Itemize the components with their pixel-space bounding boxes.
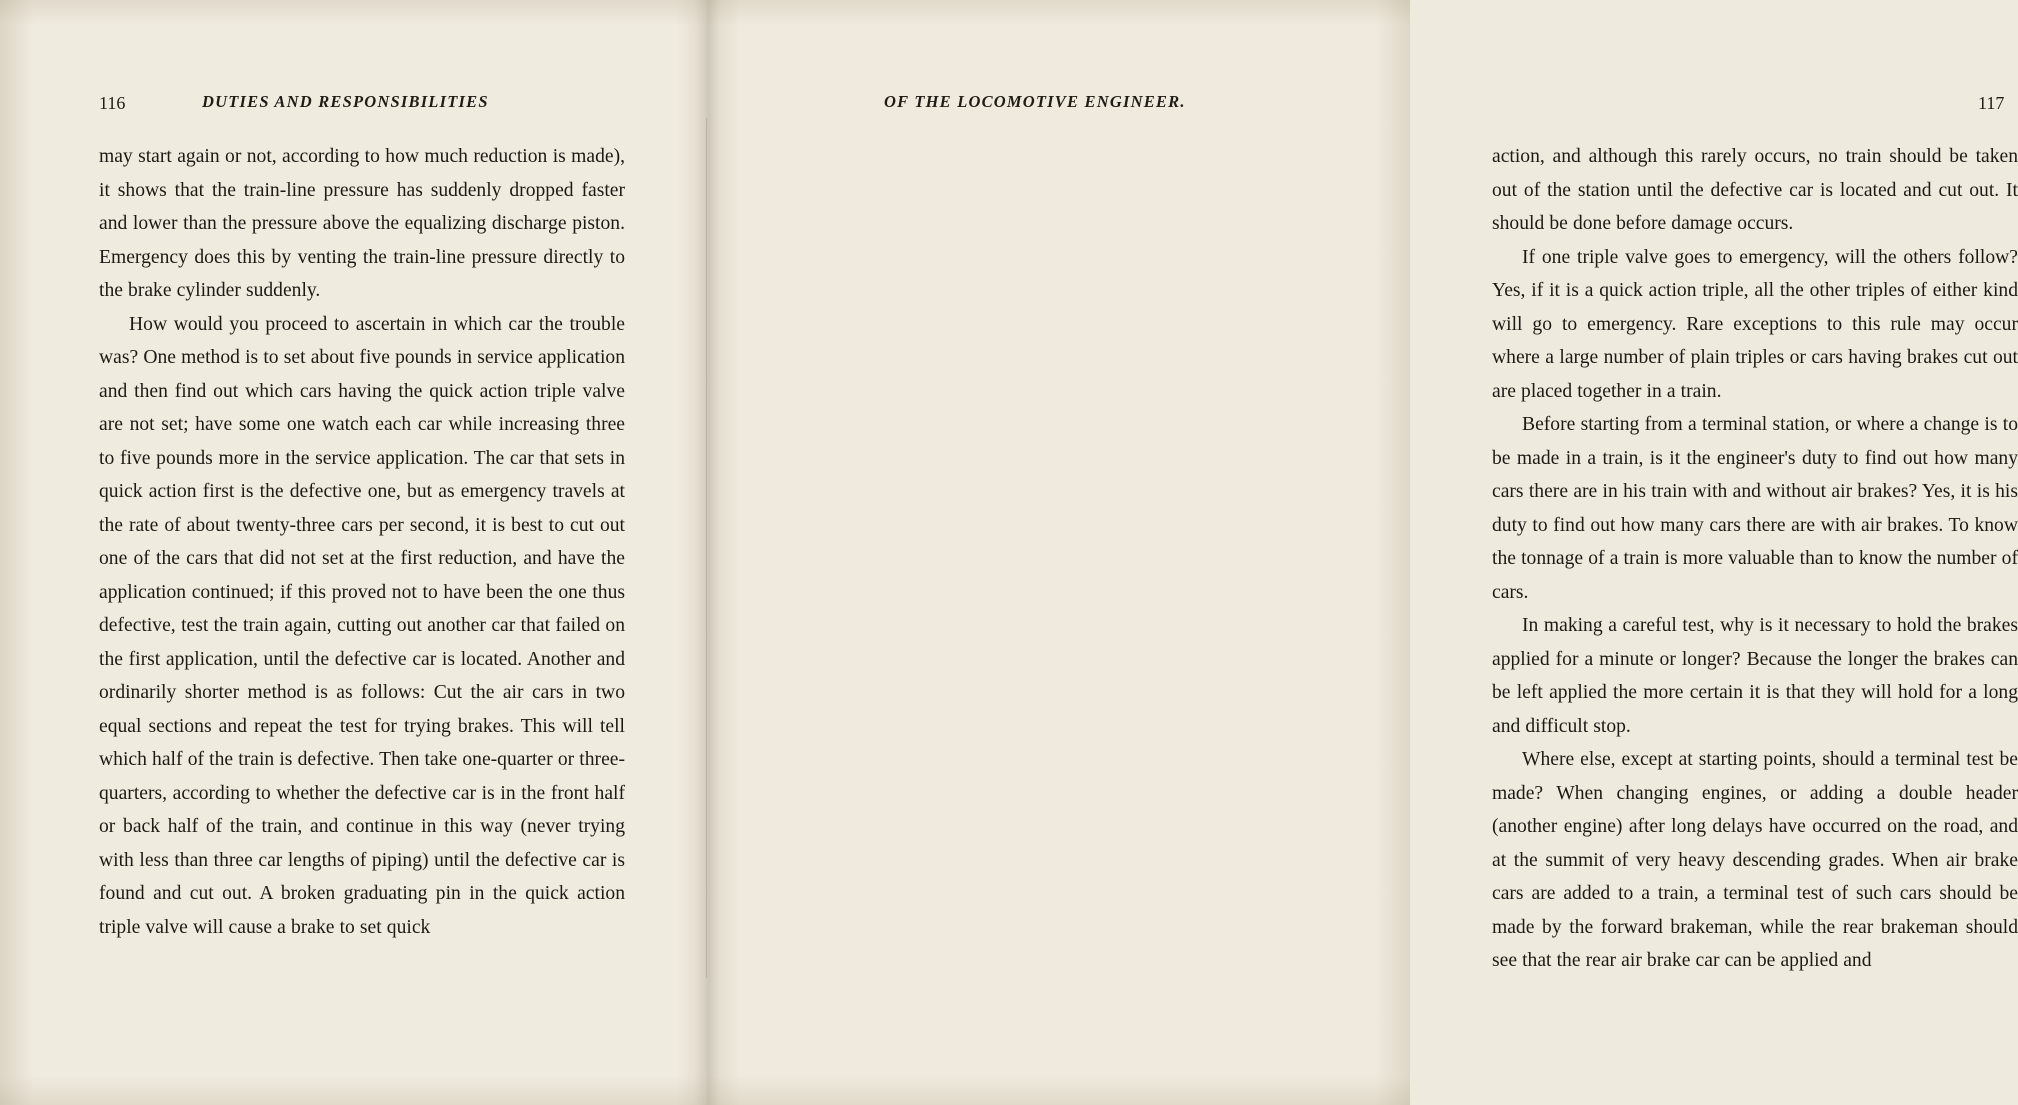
right-running-head [884,92,1414,114]
paragraph: may start again or not, according to how much reduction is made), it shows that the train-line pressure has suddenly dropped faster and lower than the pressure above the equalizing discharge piston. Emergency does this by venting the train-line pressure directly to the brake cylinder suddenly. [99,146,625,301]
paragraph: Before starting from a terminal station, or where a change is to be made in a train, is it the engineer's duty to find out how many cars there are in his train with and without air brakes? Yes, it is his duty to find out how many cars there are with air brakes. To know the tonnage of a train is more valuable than to know the number of cars. [1492,414,2018,603]
right-running-head-title: OF THE LOCOMOTIVE ENGINEER. [884,92,1186,111]
left-page-text [99,140,625,944]
paragraph: action, and although this rarely occurs, no train should be taken out of the station until the defective car is located and cut out. It should be done before damage occurs. [1492,146,2018,234]
paragraph: If one triple valve goes to emergency, will the others follow? Yes, if it is a quick action triple, all the other triples of either kind will go to emergency. Rare exceptions to this rule may occur where a large number of plain triples or cars having brakes cut out are placed together in a train. [1492,246,2018,402]
left-page-folio: 116 [99,93,126,113]
left-running-head [98,92,628,114]
left-running-head-title: DUTIES AND RESPONSIBILITIES [202,92,489,111]
paragraph: In making a careful test, why is it necessary to hold the brakes applied for a minute or longer? Because the longer the brakes can be left applied the more certain it is that they will hold for a long and difficult stop. [1492,615,2018,737]
right-page [706,0,2018,1105]
left-page [0,0,706,1105]
right-page-folio: 117 [1978,93,2005,113]
right-page-text [1492,140,2018,978]
paragraph: Where else, except at starting points, should a terminal test be made? When changing engines, or adding a double header (another engine) after long delays have occurred on the road, and at the summit of very heavy descending grades. When air brake cars are added to a train, a terminal test of such cars should be made by the forward brakeman, while the rear brakeman should see that the rear air brake car can be applied and [1492,749,2018,971]
paragraph: How would you proceed to ascertain in which car the trouble was? One method is to set about five pounds in service application and then find out which cars having the quick action triple valve are not set; have some one watch each car while increasing three to five pounds more in the service application. The car that sets in quick action first is the defective one, but as emergency travels at the rate of about twenty-three cars per second, it is best to cut out one of the cars that did not set at the first reduction, and have the application continued; if this proved not to have been the one thus defective, test the train again, cutting out another car that failed on the first application, until the defective car is located. Another and ordinarily shorter method is as follows: Cut the air cars in two equal sections and repeat the test for trying brakes. This will tell which half of the train is defective. Then take one-quarter or three-quarters, according to whether the defective car is in the front half or back half of the train, and continue in this way (never trying with less than three car lengths of piping) until the defective car is found and cut out. A broken graduating pin in the quick action triple valve will cause a brake to set quick [99,313,625,938]
